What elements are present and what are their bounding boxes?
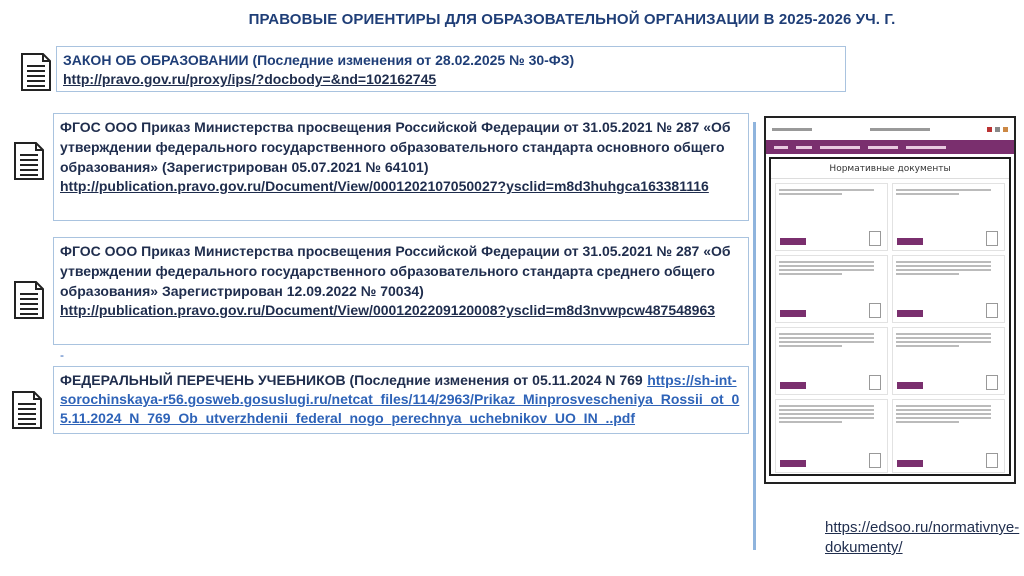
screenshot-card	[775, 327, 888, 395]
document-icon	[19, 52, 53, 92]
document-card	[53, 237, 749, 345]
screenshot-card	[892, 327, 1005, 395]
document-link[interactable]: http://publication.pravo.gov.ru/Document/View/0001202209120008?ysclid=m8d3nvwpcw487548963	[60, 302, 716, 318]
screenshot-heading: Нормативные документы	[771, 159, 1009, 179]
page-title: ПРАВОВЫЕ ОРИЕНТИРЫ ДЛЯ ОБРАЗОВАТЕЛЬНОЙ ОРГАНИЗАЦИИ В 2025-2026 УЧ. Г.	[248, 11, 896, 28]
document-link[interactable]: https://sh-int-sorochinskaya-r56.gosweb.gosuslugi.ru/netcat_files/114/2963/Prikaz_Minprosvescheniya_Rossii_ot_05.11.2024_N_769_Ob_utverzhdenii_federal_nogo_perechnya_uchebnikov_UO_IN_..pdf	[60, 372, 740, 426]
document-link[interactable]: http://pravo.gov.ru/proxy/ips/?docbody=&nd=102162745	[63, 71, 437, 87]
document-card	[53, 366, 749, 434]
document-link[interactable]: http://publication.pravo.gov.ru/Document/View/0001202107050027?ysclid=m8d3huhgca163381116	[60, 178, 709, 194]
screenshot-content	[769, 157, 1011, 476]
document-text: ФГОС ООО Приказ Министерства просвещения Российской Федерации от 31.05.2021 № 287 «Об утверждении федерального государственного образовательного стандарта основного общего образования» (Зарегистрирован 05.07.2021 № 64101)	[60, 119, 731, 175]
source-link[interactable]: https://edsoo.ru/normativnye-dokumenty/	[825, 519, 1020, 556]
screenshot-card	[775, 399, 888, 473]
dash-mark: -	[60, 348, 64, 362]
document-text: ЗАКОН ОБ ОБРАЗОВАНИИ (Последние изменения от 28.02.2025 № 30-ФЗ)	[63, 52, 575, 68]
screenshot-card	[892, 399, 1005, 473]
screenshot-card	[892, 183, 1005, 251]
screenshot-card	[892, 255, 1005, 323]
document-icon	[12, 280, 46, 320]
document-card	[53, 113, 749, 221]
document-text: ФГОС ООО Приказ Министерства просвещения Российской Федерации от 31.05.2021 № 287 «Об утверждении федерального государственного образовательного стандарта среднего общего образования» Зарегистрирован 12.09.2022 № 70034)	[60, 243, 731, 299]
document-card	[56, 46, 846, 92]
divider-line	[753, 122, 756, 550]
screenshot-card	[775, 255, 888, 323]
website-screenshot	[764, 116, 1016, 484]
document-icon	[10, 390, 44, 430]
document-icon	[12, 141, 46, 181]
screenshot-header	[766, 118, 1014, 140]
screenshot-card	[775, 183, 888, 251]
document-text: ФЕДЕРАЛЬНЫЙ ПЕРЕЧЕНЬ УЧЕБНИКОВ (Последние изменения от 05.11.2024 N 769	[60, 372, 643, 388]
screenshot-nav	[766, 140, 1014, 154]
